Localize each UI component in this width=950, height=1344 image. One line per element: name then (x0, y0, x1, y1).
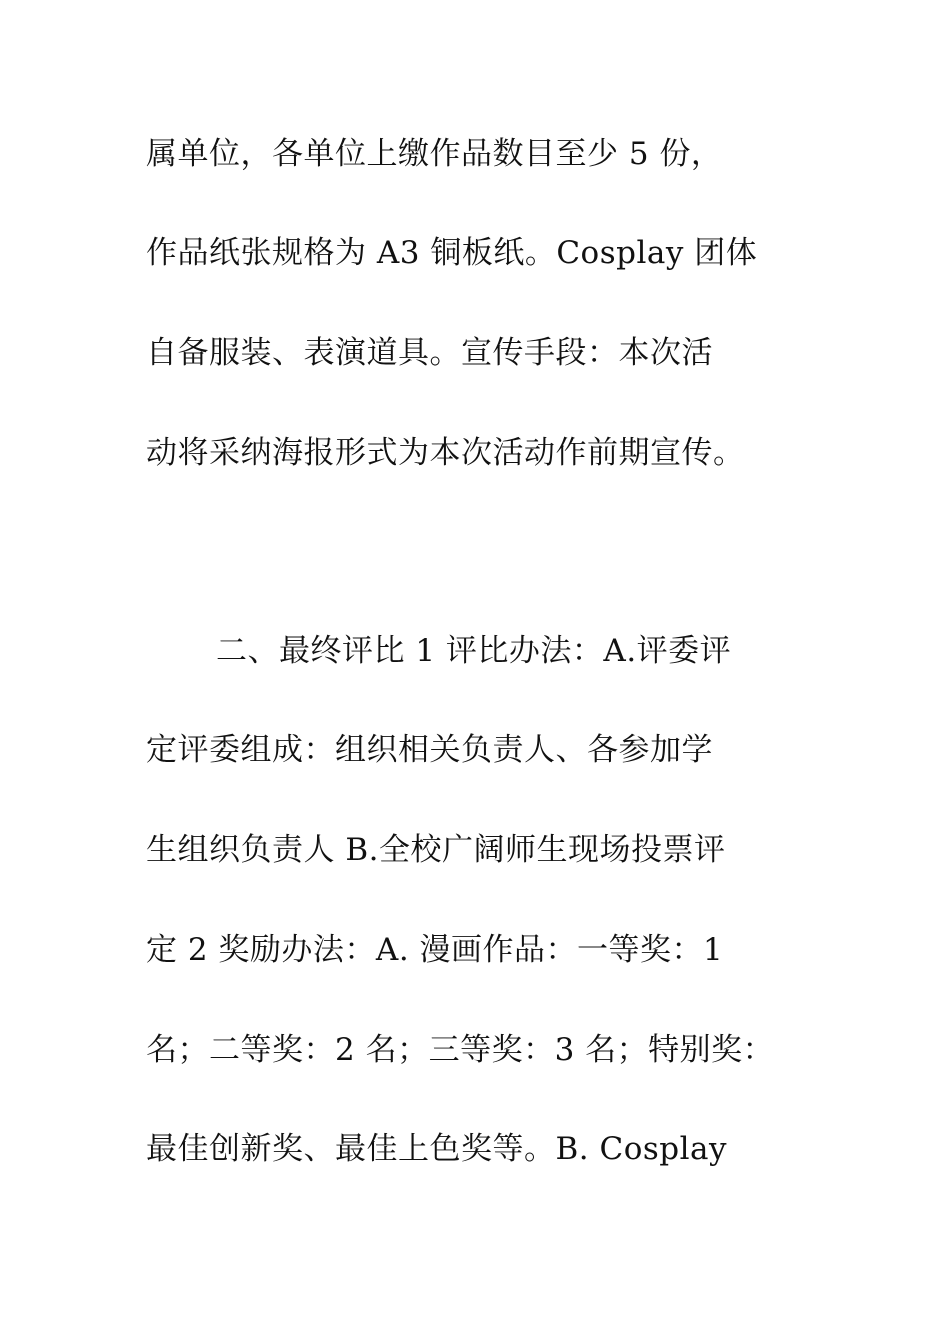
paragraph-1-line-2: 作品纸张规格为 A3 铜板纸。Cosplay 团体 (146, 235, 758, 271)
paragraph-1-line-1: 属单位，各单位上缴作品数目至少 5 份， (146, 136, 723, 172)
paragraph-2-line-6: 最佳创新奖、最佳上色奖等。B. Cosplay (146, 1131, 728, 1167)
paragraph-2-line-5: 名；二等奖：2 名；三等奖：3 名；特别奖： (146, 1032, 775, 1068)
paragraph-1-line-4: 动将采纳海报形式为本次活动作前期宣传。 (146, 435, 745, 471)
paragraph-2-line-1: 二、最终评比 1 评比办法：A.评委评 (216, 633, 732, 669)
paragraph-2-line-2: 定评委组成：组织相关负责人、各参加学 (146, 732, 713, 768)
paragraph-2-line-4: 定 2 奖励办法：A. 漫画作品：一等奖：1 (146, 932, 724, 968)
paragraph-1-line-3: 自备服装、表演道具。宣传手段：本次活 (146, 335, 713, 371)
paragraph-2-line-3: 生组织负责人 B.全校广阔师生现场投票评 (146, 832, 726, 868)
